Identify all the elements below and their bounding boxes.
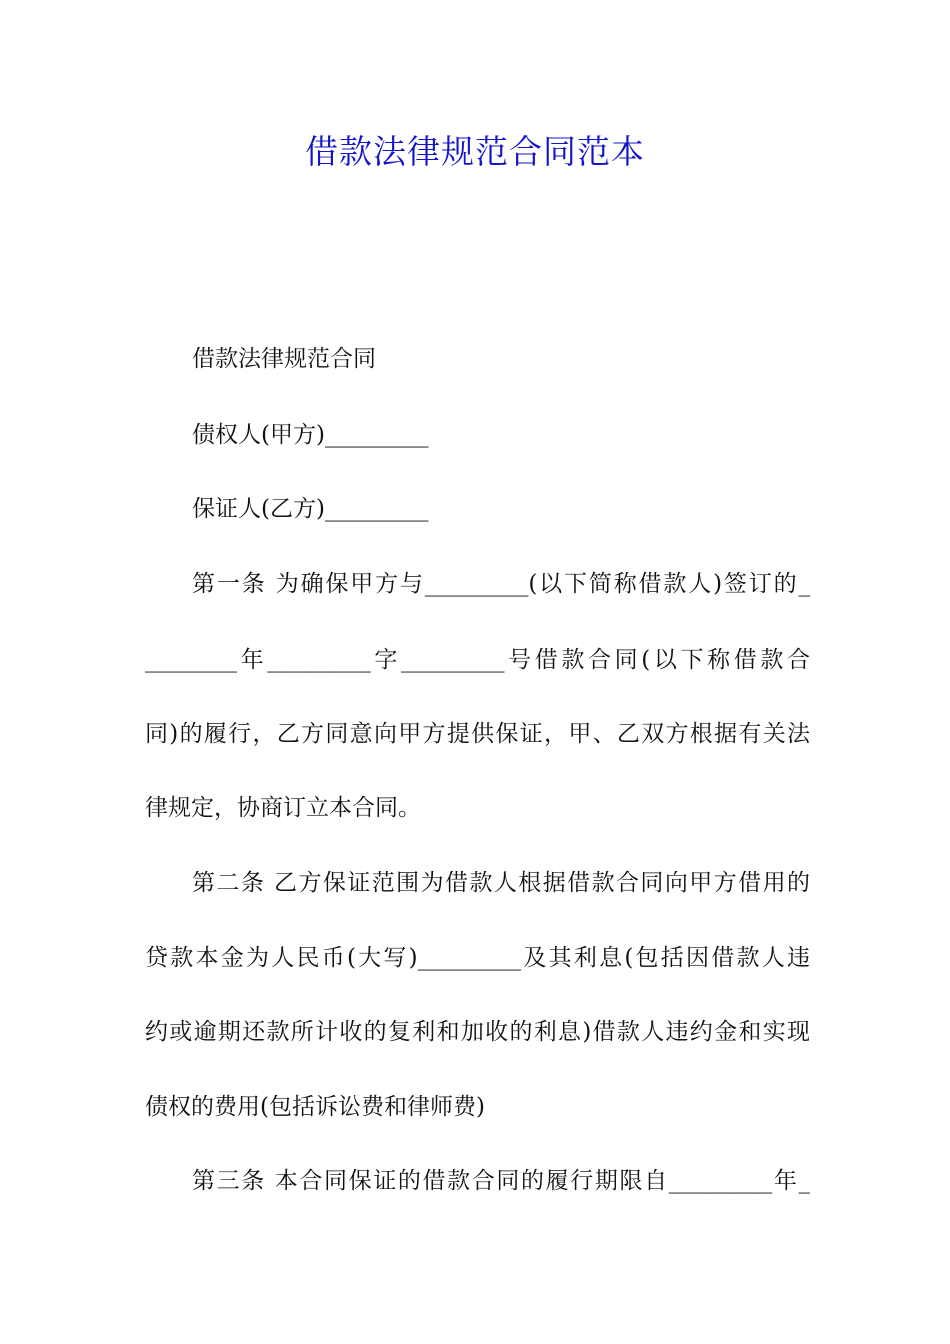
creditor-line: 债权人(甲方)_________ xyxy=(192,422,429,448)
article-1-line-3: 同)的履行，乙方同意向甲方提供保证，甲、乙双方根据有关法 xyxy=(145,721,810,747)
contract-heading: 借款法律规范合同 xyxy=(192,346,376,372)
article-1-line-1: 第一条 为确保甲方与_________(以下简称借款人)签订的_ xyxy=(192,571,810,597)
guarantor-line: 保证人(乙方)_________ xyxy=(192,496,429,522)
article-2-line-2: 贷款本金为人民币(大写)_________及其利息(包括因借款人违 xyxy=(145,945,810,971)
document-title: 借款法律规范合同范本 xyxy=(305,132,645,171)
article-1-line-2: ________年_________字_________号借款合同(以下称借款合 xyxy=(145,647,810,673)
article-2-line-1: 第二条 乙方保证范围为借款人根据借款合同向甲方借用的 xyxy=(192,870,810,896)
article-2-line-4: 债权的费用(包括诉讼费和律师费) xyxy=(145,1094,485,1120)
article-3-line-1: 第三条 本合同保证的借款合同的履行期限自_________年_ xyxy=(192,1168,810,1194)
article-1-line-4: 律规定，协商订立本合同。 xyxy=(145,795,421,821)
article-2-line-3: 约或逾期还款所计收的复利和加收的利息)借款人违约金和实现 xyxy=(145,1019,810,1045)
